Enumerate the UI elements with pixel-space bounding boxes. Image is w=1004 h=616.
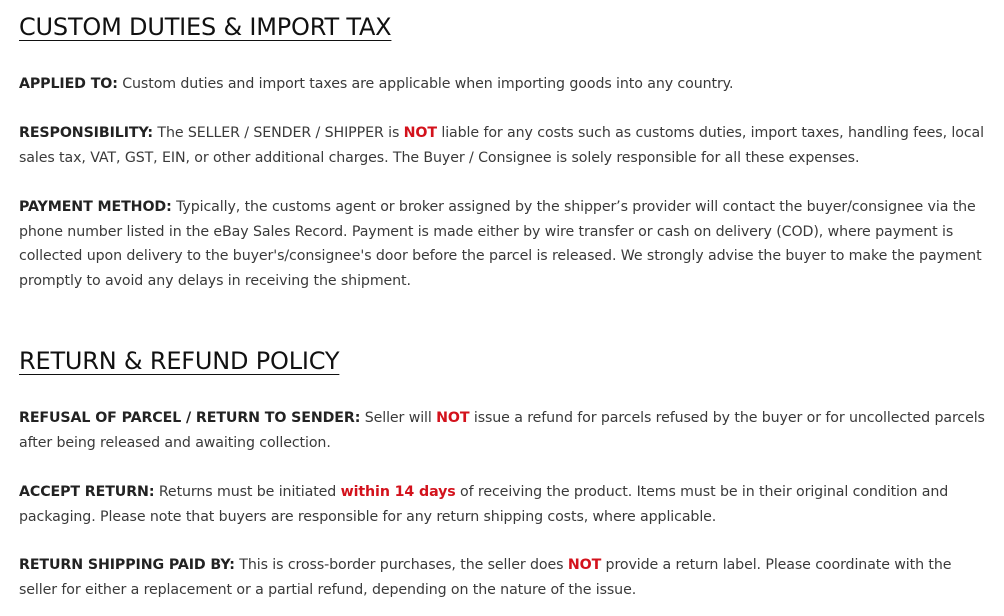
- responsibility-text-before: The SELLER / SENDER / SHIPPER is: [152, 125, 404, 141]
- accept-return-paragraph: [19, 480, 985, 529]
- refusal-paragraph: [19, 406, 985, 455]
- applied-to-paragraph: [19, 72, 985, 97]
- refusal-label: REFUSAL OF PARCEL / RETURN TO SENDER:: [19, 410, 361, 426]
- responsibility-label: RESPONSIBILITY:: [19, 125, 153, 141]
- responsibility-paragraph: [19, 121, 985, 170]
- accept-return-label: ACCEPT RETURN:: [19, 484, 155, 500]
- responsibility-text-after: liable for any costs such as customs duties, import taxes, handling fees, local sales tax, VAT, GST, EIN, or other additional charges. The Buyer / Consignee is solely responsible for all these expenses.: [19, 125, 984, 166]
- refusal-text-after: issue a refund for parcels refused by the buyer or for uncollected parcels after being released and awaiting collection.: [19, 410, 985, 451]
- accept-return-text-before: Returns must be initiated: [154, 484, 341, 500]
- accept-return-text-after: of receiving the product. Items must be in their original condition and packaging. Please note that buyers are responsible for any return shipping costs, where applicable.: [19, 484, 949, 525]
- payment-method-text: Typically, the customs agent or broker assigned by the shipper’s provider will contact the buyer/consignee via the phone number listed in the eBay Sales Record. Payment is made either by wire transfer or cash on delivery (COD), where payment is collected upon delivery to the buyer's/consignee's door before the parcel is released. We strongly advise the buyer to make the payment promptly to avoid any delays in receiving the shipment.: [19, 199, 982, 289]
- accept-return-highlight: within 14 days: [340, 484, 456, 500]
- payment-method-label: PAYMENT METHOD:: [19, 199, 172, 215]
- applied-to-label: APPLIED TO:: [19, 76, 118, 92]
- return-shipping-highlight: NOT: [567, 557, 602, 573]
- return-shipping-text-after: provide a return label. Please coordinate with the seller for either a replacement or a partial refund, depending on the nature of the issue.: [19, 557, 952, 598]
- payment-method-paragraph: [19, 195, 985, 293]
- responsibility-highlight: NOT: [403, 125, 437, 141]
- return-shipping-paragraph: [19, 553, 985, 602]
- applied-to-text: Custom duties and import taxes are applicable when importing goods into any country.: [117, 76, 734, 92]
- return-shipping-text-before: This is cross-border purchases, the seller does: [234, 557, 568, 573]
- return-section-title: RETURN & REFUND POLICY: [19, 347, 340, 375]
- refusal-highlight: NOT: [436, 410, 470, 426]
- customs-section-title: CUSTOM DUTIES & IMPORT TAX: [19, 13, 392, 41]
- refusal-text-before: Seller will: [360, 410, 437, 426]
- return-shipping-label: RETURN SHIPPING PAID BY:: [19, 557, 235, 573]
